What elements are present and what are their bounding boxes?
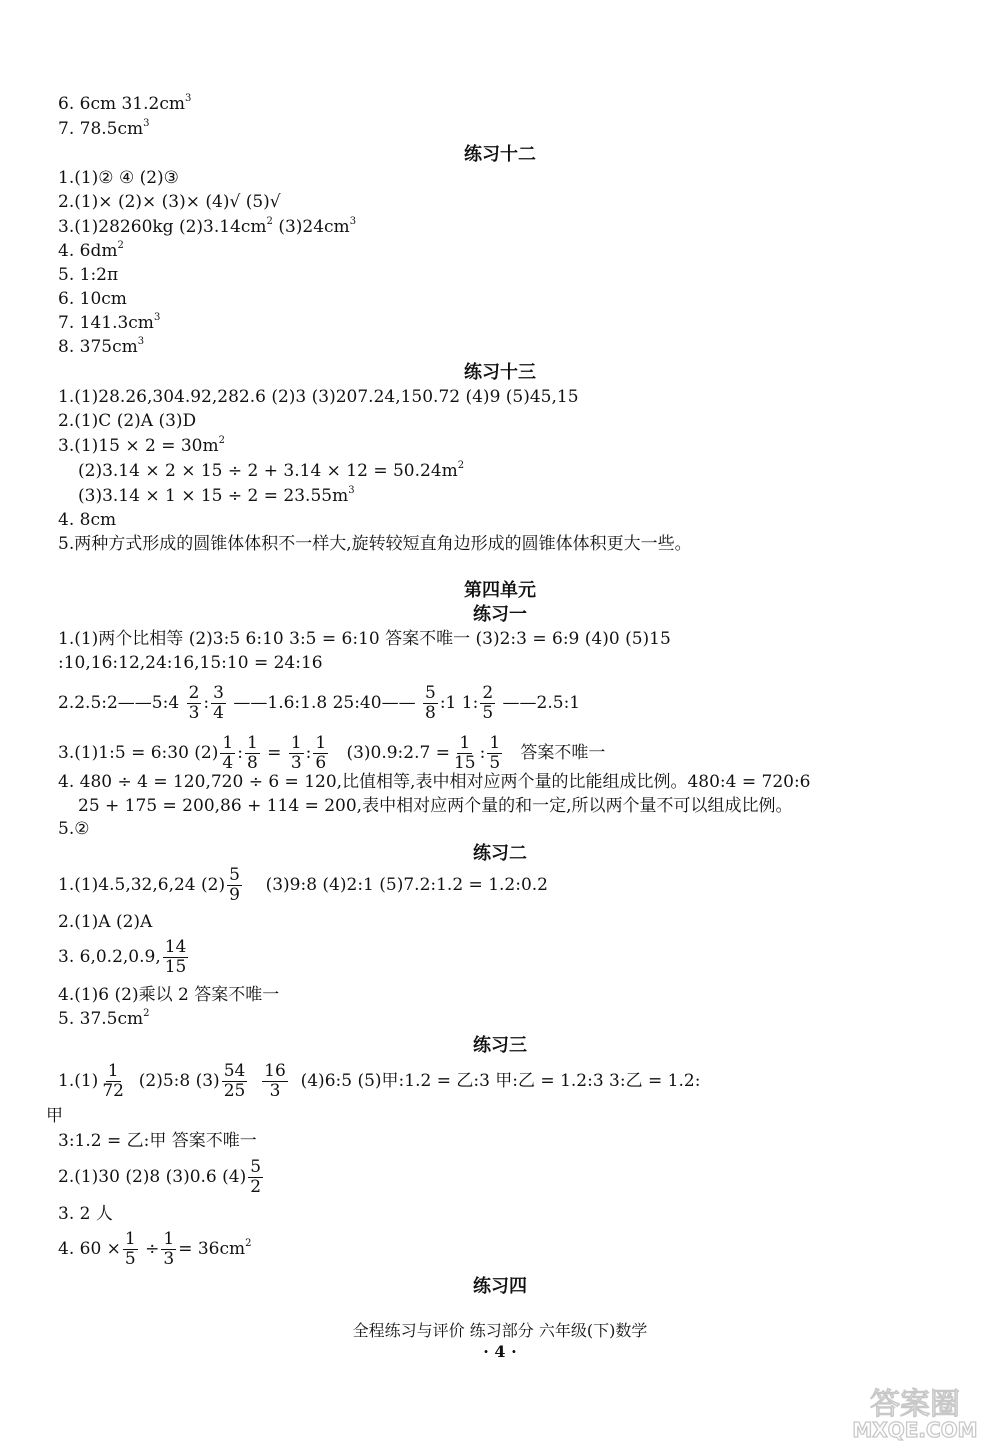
answer-line: 1.(1)4.5,32,6,24 (2) $\frac{5}{9}$ (3)9:8 (4)2:1 (5)7.2:1.2 = 1.2:0.2 xyxy=(58,865,548,905)
fraction: $\frac{3}{4}$ xyxy=(213,683,224,723)
section-heading: 练习十二 xyxy=(464,144,536,165)
answer-line: 2.(1)× (2)× (3)× (4)√ (5)√ xyxy=(58,192,281,212)
fraction: $\frac{5}{2}$ xyxy=(250,1157,262,1197)
answer-line: 6. 10cm xyxy=(58,289,127,309)
watermark-site: MXQE.COM xyxy=(852,1418,978,1442)
section-heading: 练习三 xyxy=(473,1035,527,1056)
answer-line: 4. 60 × $\frac{1}{5}$ ÷ $\frac{1}{3}$ = $36cm^2$ xyxy=(58,1229,252,1269)
answer-line: 5. 1:2π xyxy=(58,265,119,285)
fraction: $\frac{1}{8}$ xyxy=(246,733,258,773)
fraction: $\frac{14}{15}$ xyxy=(164,937,187,977)
fraction: $\frac{5}{8}$ xyxy=(424,683,436,723)
answer-line: 甲 xyxy=(46,1106,63,1126)
answer-line: 2.2.5:2——5:4 $\frac{2}{3}$ : $\frac{3}{4}$ ——1.6:1.8 25:40—— $\frac{5}{8}$ :1 1: $\frac{2}{5}$ ——2.5:1 xyxy=(58,683,581,723)
answer-line: 5.两种方式形成的圆锥体体积不一样大,旋转较短直角边形成的圆锥体体积更大一些。 xyxy=(58,534,692,554)
answer-line: 4. 480 ÷ 4 = 120,720 ÷ 6 = 120,比值相等,表中相对应两个量的比能组成比例。480:4 = 720:6 xyxy=(58,772,811,792)
fraction: $\frac{1}{5}$ xyxy=(124,1229,136,1269)
section-heading: 练习一 xyxy=(473,604,527,625)
answer-line: 2.(1)A (2)A xyxy=(58,912,153,932)
answer-line: $3.(1)15 \times 2 = 30m^2$ xyxy=(58,435,225,456)
answer-line: 3:1.2 = 乙:甲 答案不唯一 xyxy=(58,1131,257,1151)
answer-line: 1.(1) $\frac{1}{72}$ (2)5:8 (3) $\frac{54}{25}$ $\frac{16}{3}$ (4)6:5 (5)甲:1.2 = 乙:3 甲:乙 = 1.2:3 3:乙 = 1.2: xyxy=(58,1061,701,1101)
answer-line: 3. 6,0.2,0.9, $\frac{14}{15}$ xyxy=(58,937,187,977)
answer-line: 7. $141.3cm^3$ xyxy=(58,312,161,333)
watermark-text: 答案圈 xyxy=(870,1387,960,1422)
page-number: · 4 · xyxy=(483,1342,517,1361)
fraction: $\frac{1}{4}$ xyxy=(222,733,234,773)
answer-line: 5. $37.5cm^2$ xyxy=(58,1008,150,1029)
answer-line: 7. $78.5cm^3$ xyxy=(58,118,150,139)
section-heading: 练习十三 xyxy=(464,362,536,383)
answer-line: $(2)3.14 \times 2 \times 15 \div 2 + 3.14 \times 12 = 50.24m^2$ xyxy=(78,460,465,481)
fraction: $\frac{2}{3}$ xyxy=(188,683,200,723)
answer-line: 5.② xyxy=(58,819,90,839)
watermark-logo xyxy=(840,1382,990,1442)
unit-heading: 第四单元 xyxy=(464,580,536,601)
answer-line: 2.(1)30 (2)8 (3)0.6 (4) $\frac{5}{2}$ xyxy=(58,1157,262,1197)
answer-line: 6. 6cm $31.2cm^3$ xyxy=(58,93,192,114)
section-heading: 练习二 xyxy=(473,843,527,864)
answer-line: 3.(1)28260kg $(2)3.14cm^2$ $(3)24cm^3$ xyxy=(58,216,357,237)
answer-line: 3.(1)1:5 = 6:30 (2) $\frac{1}{4}$ : $\frac{1}{8}$ = $\frac{1}{3}$ : $\frac{1}{6}$ (3)0.9:2.7 = $\frac{1}{15}$ : $\frac{1}{5}$ 答案不唯一 xyxy=(58,733,606,773)
answer-line: 1.(1)28.26,304.92,282.6 (2)3 (3)207.24,150.72 (4)9 (5)45,15 xyxy=(58,387,579,407)
answer-line: 4. $6dm^2$ xyxy=(58,240,124,261)
fraction: $\frac{1}{5}$ xyxy=(489,733,501,773)
answer-line: 4. 8cm xyxy=(58,510,117,530)
fraction: $\frac{1}{72}$ xyxy=(102,1061,124,1101)
fraction: $\frac{1}{6}$ xyxy=(315,733,327,773)
answer-line: 1.(1)两个比相等 (2)3:5 6:10 3:5 = 6:10 答案不唯一 (3)2:3 = 6:9 (4)0 (5)15 xyxy=(58,629,671,649)
answer-line: :10,16:12,24:16,15:10 = 24:16 xyxy=(58,653,323,673)
answer-line: $(3)3.14 \times 1 \times 15 \div 2 = 23.55m^3$ xyxy=(78,485,355,506)
section-heading: 练习四 xyxy=(473,1276,527,1297)
answer-line: 25 + 175 = 200,86 + 114 = 200,表中相对应两个量的和一定,所以两个量不可以组成比例。 xyxy=(78,796,793,816)
fraction: $\frac{1}{3}$ xyxy=(163,1229,175,1269)
answer-line: 3. 2 人 xyxy=(58,1204,113,1224)
fraction: $\frac{1}{15}$ xyxy=(453,733,476,773)
footer-title: 全程练习与评价 练习部分 六年级(下)数学 xyxy=(352,1321,648,1340)
answer-line: 2.(1)C (2)A (3)D xyxy=(58,411,197,431)
answer-line: 4.(1)6 (2)乘以 2 答案不唯一 xyxy=(58,985,280,1005)
fraction: $\frac{16}{3}$ xyxy=(264,1061,286,1101)
fraction: $\frac{54}{25}$ xyxy=(223,1061,246,1101)
answer-line: 8. $375cm^3$ xyxy=(58,336,145,357)
fraction: $\frac{2}{5}$ xyxy=(482,683,494,723)
answer-line: 1.(1)② ④ (2)③ xyxy=(58,168,179,188)
fraction: $\frac{1}{3}$ xyxy=(290,733,302,773)
fraction: $\frac{5}{9}$ xyxy=(229,865,240,905)
